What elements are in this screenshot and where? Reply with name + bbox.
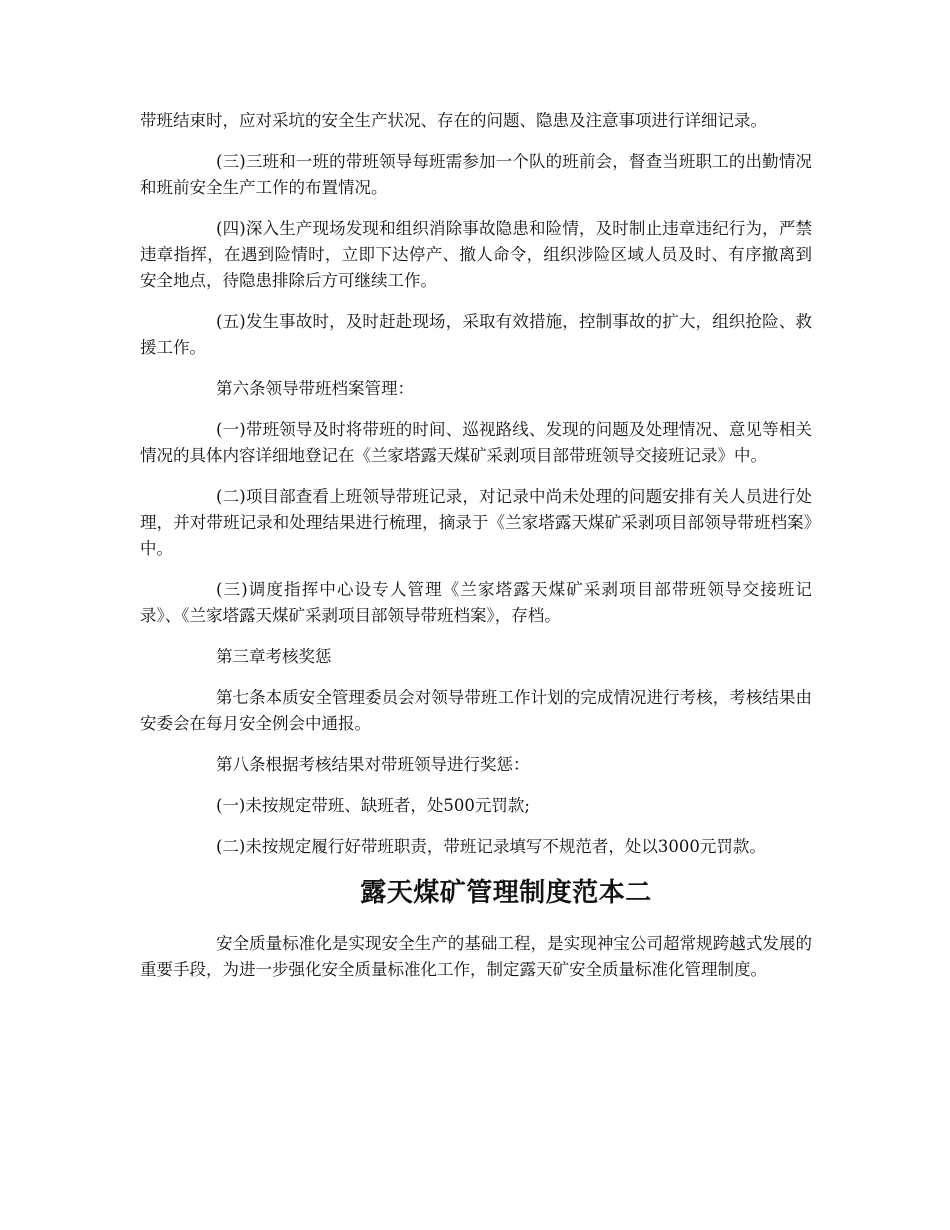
paragraph: (五)发生事故时，及时赶赴现场，采取有效措施，控制事故的扩大，组织抢险、救援工作。 — [140, 312, 812, 357]
paragraph: (四)深入生产现场发现和组织消除事故隐患和险情，及时制止违章违纪行为，严禁违章指挥，在遇到险情时，立即下达停产、撤人命令，组织涉险区域人员及时、有序撤离到安全地点，待隐患排除后方可继续工作。 — [140, 219, 812, 290]
paragraph: 第七条本质安全管理委员会对领导带班工作计划的完成情况进行考核，考核结果由安委会在每月安全例会中通报。 — [140, 688, 812, 733]
document-page — [140, 108, 812, 998]
article-heading: 第六条领导带班档案管理： — [216, 379, 414, 398]
paragraph: 带班结束时，应对采坑的安全生产状况、存在的问题、隐患及注意事项进行详细记录。 — [140, 111, 767, 130]
paragraph: (一)带班领导及时将带班的时间、巡视路线、发现的问题及处理情况、意见等相关情况的具体内容详细地登记在《兰家塔露天煤矿采剥项目部带班领导交接班记录》中。 — [140, 420, 812, 465]
paragraph: 安全质量标准化是实现安全生产的基础工程，是实现神宝公司超常规跨越式发展的重要手段，为进一步强化安全质量标准化工作，制定露天矿安全质量标准化管理制度。 — [140, 934, 812, 979]
paragraph: (三)调度指挥中心设专人管理《兰家塔露天煤矿采剥项目部带班领导交接班记录》、《兰家塔露天煤矿采剥项目部领导带班档案》，存档。 — [140, 580, 812, 625]
paragraph: (三)三班和一班的带班领导每班需参加一个队的班前会，督查当班职工的出勤情况和班前安全生产工作的布置情况。 — [140, 152, 812, 197]
section-title: 露天煤矿管理制度范本二 — [360, 878, 652, 908]
chapter-heading: 第三章考核奖惩 — [216, 647, 332, 666]
article-heading: 第八条根据考核结果对带班领导进行奖惩： — [216, 755, 530, 774]
paragraph: (二)未按规定履行好带班职责，带班记录填写不规范者，处以3000元罚款。 — [216, 837, 766, 856]
paragraph: (二)项目部查看上班领导带班记录，对记录中尚未处理的问题安排有关人员进行处理，并对带班记录和处理结果进行梳理，摘录于《兰家塔露天煤矿采剥项目部领导带班档案》中。 — [140, 487, 812, 558]
paragraph: (一)未按规定带班、缺班者，处500元罚款; — [216, 796, 530, 815]
